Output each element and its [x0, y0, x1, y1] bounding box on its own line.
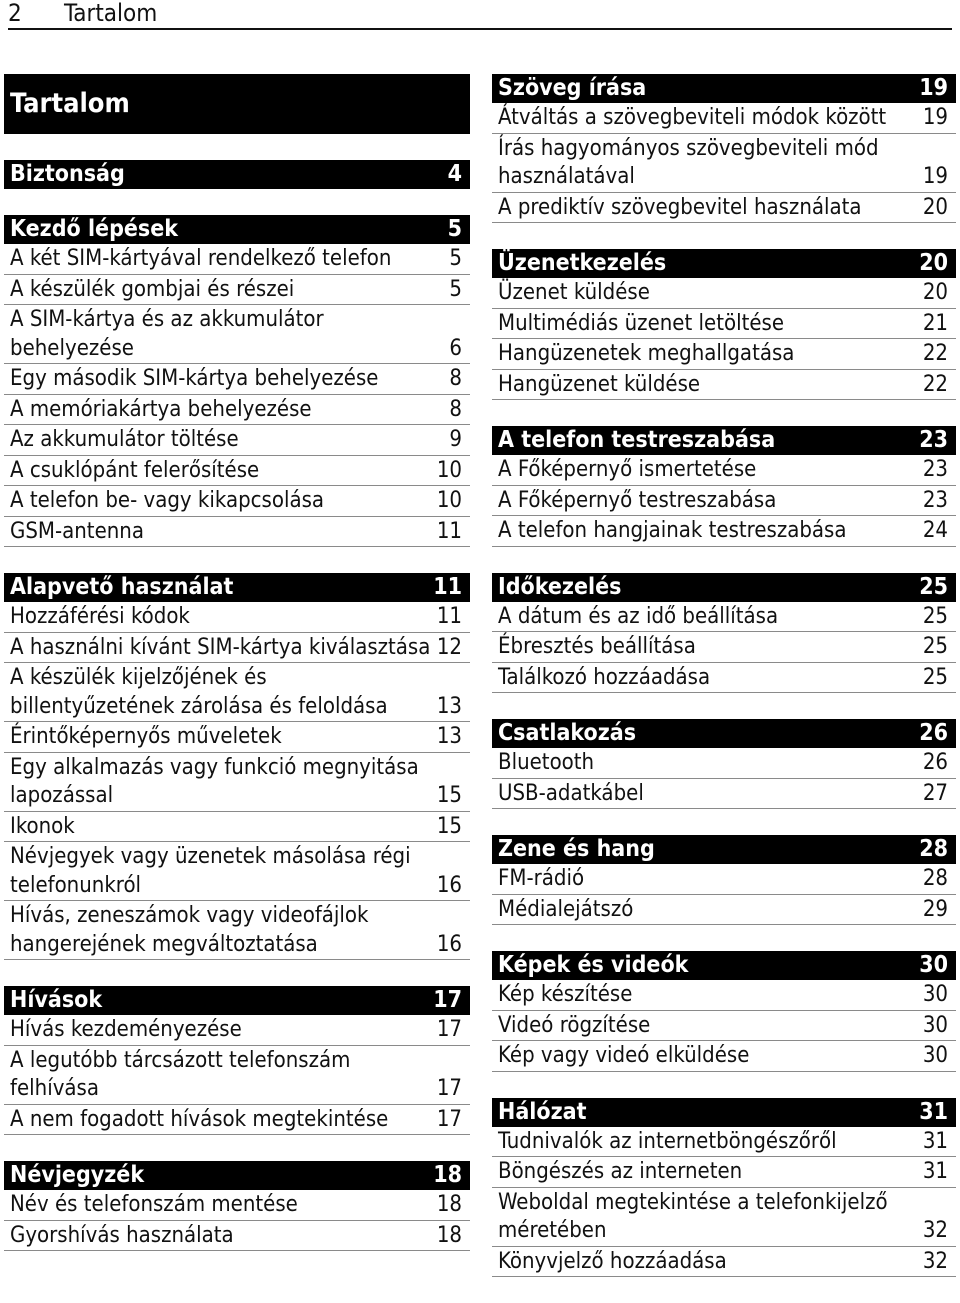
section-page-number: 26 [919, 720, 948, 746]
entry-title: A prediktív szövegbevitel használata [498, 194, 862, 220]
entry-title: FM-rádió [498, 866, 585, 891]
entry-page-number: 5 [449, 246, 462, 271]
toc-right-column [492, 74, 956, 1303]
toc-entry[interactable] [492, 748, 956, 779]
running-header [8, 0, 952, 30]
toc-entry[interactable] [492, 134, 956, 193]
entry-page-number: 18 [436, 1222, 462, 1248]
section-title: Időkezelés [498, 573, 622, 600]
entry-title: Videó rögzítése [498, 1012, 651, 1038]
section-page-number: 20 [919, 250, 948, 276]
page-number: 2 [8, 0, 22, 27]
section-heading[interactable] [492, 426, 956, 455]
toc-entry[interactable] [492, 1188, 956, 1247]
toc-entry[interactable] [4, 753, 470, 812]
toc-entry[interactable] [4, 842, 470, 901]
toc-section [4, 1161, 470, 1251]
entry-page-number: 29 [922, 896, 948, 922]
toc-section [492, 719, 956, 809]
entry-page-number: 19 [922, 105, 948, 130]
entry-title: Hozzáférési kódok [10, 604, 190, 629]
section-page-number: 17 [433, 987, 462, 1013]
entry-page-number: 28 [922, 866, 948, 891]
entry-title: A két SIM-kártyával rendelkező telefon [10, 246, 392, 271]
entry-page-number: 23 [922, 487, 948, 513]
toc-section [4, 573, 470, 960]
toc-entry[interactable] [492, 980, 956, 1011]
toc-entry[interactable] [4, 1105, 470, 1136]
entry-title: Hívás, zeneszámok vagy videofájlok hangerejének megváltoztatása [10, 903, 369, 957]
toc-entry[interactable] [492, 1247, 956, 1278]
section-heading[interactable] [492, 74, 956, 103]
section-heading[interactable] [492, 835, 956, 864]
entry-page-number: 18 [436, 1192, 462, 1217]
entry-title: Ikonok [10, 813, 75, 839]
entry-page-number: 11 [436, 518, 462, 544]
toc-section [492, 249, 956, 400]
entry-title: A telefon hangjainak testreszabása [498, 518, 847, 543]
entry-page-number: 13 [436, 693, 462, 719]
entry-page-number: 24 [922, 518, 948, 543]
section-title: Zene és hang [498, 836, 655, 862]
toc-entry[interactable] [492, 486, 956, 517]
toc-section [492, 74, 956, 223]
entry-page-number: 8 [449, 366, 462, 391]
entry-title: Kép készítése [498, 982, 633, 1007]
running-title: Tartalom [64, 0, 158, 27]
entry-page-number: 32 [922, 1248, 948, 1274]
toc-section [492, 573, 956, 694]
entry-page-number: 23 [922, 457, 948, 482]
toc-entry[interactable] [492, 1011, 956, 1042]
section-page-number: 28 [919, 836, 948, 862]
toc-entry[interactable] [492, 516, 956, 547]
section-heading[interactable] [492, 249, 956, 278]
entry-page-number: 16 [436, 931, 462, 957]
entry-title: Tudnivalók az internetböngészőről [498, 1128, 837, 1154]
section-heading[interactable] [4, 215, 470, 244]
toc-entry[interactable] [492, 1041, 956, 1072]
entry-title: Kép vagy videó elküldése [498, 1043, 750, 1068]
section-title: A telefon testreszabása [498, 427, 776, 453]
entry-page-number: 9 [449, 427, 462, 452]
entry-page-number: 17 [436, 1106, 462, 1132]
entry-title: A legutóbb tárcsázott telefonszám felhívása [10, 1047, 351, 1101]
entry-title: Hívás kezdeményezése [10, 1017, 242, 1042]
section-title: Hívások [10, 987, 103, 1013]
entry-page-number: 25 [922, 603, 948, 629]
section-title: Biztonság [10, 161, 125, 187]
entry-page-number: 22 [922, 371, 948, 397]
section-heading[interactable] [492, 573, 956, 602]
toc-section [4, 215, 470, 547]
section-page-number: 19 [919, 75, 948, 101]
toc-entry[interactable] [4, 1015, 470, 1046]
section-heading[interactable] [4, 986, 470, 1015]
entry-page-number: 8 [449, 396, 462, 422]
section-heading[interactable] [4, 1161, 470, 1190]
toc-left-column [4, 74, 470, 1277]
toc-entry[interactable] [492, 602, 956, 633]
section-title: Üzenetkezelés [498, 250, 667, 276]
toc-entry[interactable] [492, 779, 956, 810]
entry-page-number: 10 [436, 488, 462, 513]
toc-entry[interactable] [492, 632, 956, 663]
toc-section [492, 1098, 956, 1278]
entry-title: Üzenet küldése [498, 280, 650, 305]
entry-page-number: 12 [436, 634, 462, 660]
section-heading[interactable] [492, 1098, 956, 1127]
toc-entry[interactable] [492, 1127, 956, 1158]
toc-entry[interactable] [4, 425, 470, 456]
entry-page-number: 15 [436, 783, 462, 808]
section-page-number: 25 [919, 573, 948, 600]
entry-page-number: 11 [436, 604, 462, 629]
section-title: Csatlakozás [498, 720, 637, 746]
toc-entry[interactable] [4, 244, 470, 275]
entry-title: Weboldal megtekintése a telefonkijelző méretében [498, 1189, 888, 1243]
section-title: Kezdő lépések [10, 216, 179, 242]
entry-title: A telefon be- vagy kikapcsolása [10, 488, 325, 513]
entry-title: Bluetooth [498, 750, 595, 775]
entry-title: USB-adatkábel [498, 780, 644, 806]
entry-title: A memóriakártya behelyezése [10, 396, 312, 422]
toc-entry[interactable] [4, 1221, 470, 1252]
entry-title: Névjegyek vagy üzenetek másolása régi telefonunkról [10, 844, 411, 898]
entry-page-number: 10 [436, 457, 462, 483]
entry-title: Könyvjelző hozzáadása [498, 1248, 727, 1274]
toc-entry[interactable] [4, 395, 470, 426]
section-title: Szöveg írása [498, 75, 647, 101]
entry-page-number: 30 [922, 1043, 948, 1068]
entry-page-number: 5 [449, 276, 462, 302]
toc-entry[interactable] [4, 305, 470, 364]
entry-title: Multimédiás üzenet letöltése [498, 310, 784, 336]
entry-page-number: 20 [922, 280, 948, 305]
toc-entry[interactable] [492, 370, 956, 401]
entry-page-number: 27 [922, 780, 948, 806]
entry-page-number: 31 [922, 1128, 948, 1154]
section-heading[interactable] [492, 719, 956, 748]
toc-entry[interactable] [492, 895, 956, 926]
section-page-number: 11 [433, 574, 462, 600]
entry-title: GSM-antenna [10, 518, 144, 544]
entry-title: Név és telefonszám mentése [10, 1192, 298, 1217]
section-page-number: 30 [919, 952, 948, 978]
section-page-number: 23 [919, 427, 948, 453]
entry-page-number: 16 [436, 872, 462, 898]
toc-entry[interactable] [4, 364, 470, 395]
entry-title: A használni kívánt SIM-kártya kiválasztása [10, 634, 431, 660]
toc-entry[interactable] [492, 193, 956, 224]
entry-page-number: 22 [922, 341, 948, 366]
entry-page-number: 21 [922, 310, 948, 336]
entry-page-number: 30 [922, 982, 948, 1007]
toc-section [4, 986, 470, 1135]
entry-title: Találkozó hozzáadása [498, 664, 711, 690]
toc-entry[interactable] [4, 722, 470, 753]
section-page-number: 18 [433, 1162, 462, 1188]
entry-page-number: 32 [922, 1218, 948, 1243]
entry-title: Médialejátszó [498, 896, 634, 922]
entry-title: Böngészés az interneten [498, 1159, 743, 1184]
section-heading[interactable] [4, 573, 470, 602]
entry-page-number: 17 [436, 1076, 462, 1101]
toc-entry[interactable] [4, 1046, 470, 1105]
entry-page-number: 19 [922, 164, 948, 189]
toc-section [492, 951, 956, 1072]
toc-entry[interactable] [492, 864, 956, 895]
entry-title: A készülék kijelzőjének és billentyűzetének zárolása és feloldása [10, 665, 388, 719]
entry-title: A készülék gombjai és részei [10, 276, 295, 302]
section-heading[interactable] [492, 951, 956, 980]
entry-title: Az akkumulátor töltése [10, 427, 239, 452]
toc-entry[interactable] [492, 278, 956, 309]
entry-title: Hangüzenetek meghallgatása [498, 341, 795, 366]
toc-section [4, 160, 470, 189]
entry-page-number: 30 [922, 1012, 948, 1038]
entry-title: Hangüzenet küldése [498, 371, 701, 397]
toc-section [492, 426, 956, 547]
entry-title: Írás hagyományos szövegbeviteli mód használatával [498, 135, 879, 189]
toc-entry[interactable] [4, 633, 470, 664]
section-title: Névjegyzék [10, 1162, 145, 1188]
section-heading[interactable] [4, 160, 470, 189]
toc-entry[interactable] [492, 1157, 956, 1188]
entry-page-number: 15 [436, 813, 462, 839]
toc-entry[interactable] [4, 486, 470, 517]
section-page-number: 31 [919, 1098, 948, 1125]
entry-page-number: 17 [436, 1017, 462, 1042]
toc-entry[interactable] [492, 103, 956, 134]
toc-entry[interactable] [492, 339, 956, 370]
entry-page-number: 26 [922, 750, 948, 775]
toc-entry[interactable] [4, 517, 470, 548]
toc-entry[interactable] [4, 602, 470, 633]
entry-page-number: 13 [436, 724, 462, 749]
entry-title: Átváltás a szövegbeviteli módok között [498, 105, 887, 130]
toc-title: Tartalom [4, 74, 470, 134]
toc-entry[interactable] [492, 309, 956, 340]
entry-page-number: 25 [922, 664, 948, 690]
entry-title: Ébresztés beállítása [498, 634, 696, 659]
section-page-number: 4 [447, 161, 462, 187]
entry-title: A Főképernyő testreszabása [498, 487, 777, 513]
toc-entry[interactable] [4, 1190, 470, 1221]
entry-title: Egy második SIM-kártya behelyezése [10, 366, 379, 391]
section-title: Képek és videók [498, 952, 689, 978]
section-title: Alapvető használat [10, 574, 234, 600]
section-page-number: 5 [447, 216, 462, 242]
entry-page-number: 6 [449, 335, 462, 361]
entry-page-number: 25 [922, 634, 948, 659]
entry-page-number: 20 [922, 194, 948, 220]
entry-title: A SIM-kártya és az akkumulátor behelyezése [10, 307, 324, 361]
entry-title: A csuklópánt felerősítése [10, 457, 260, 483]
toc-entry[interactable] [4, 901, 470, 960]
entry-title: A Főképernyő ismertetése [498, 457, 757, 482]
entry-title: Egy alkalmazás vagy funkció megnyitása lapozással [10, 754, 419, 808]
entry-page-number: 31 [922, 1159, 948, 1184]
toc-entry[interactable] [4, 812, 470, 843]
toc-entry[interactable] [4, 275, 470, 306]
section-title: Hálózat [498, 1098, 587, 1125]
entry-title: A dátum és az idő beállítása [498, 603, 779, 629]
toc-entry[interactable] [4, 663, 470, 722]
toc-entry[interactable] [492, 455, 956, 486]
toc-section [492, 835, 956, 925]
toc-entry[interactable] [4, 456, 470, 487]
entry-title: A nem fogadott hívások megtekintése [10, 1106, 389, 1132]
toc-entry[interactable] [492, 663, 956, 694]
entry-title: Érintőképernyős műveletek [10, 724, 282, 749]
entry-title: Gyorshívás használata [10, 1222, 234, 1248]
